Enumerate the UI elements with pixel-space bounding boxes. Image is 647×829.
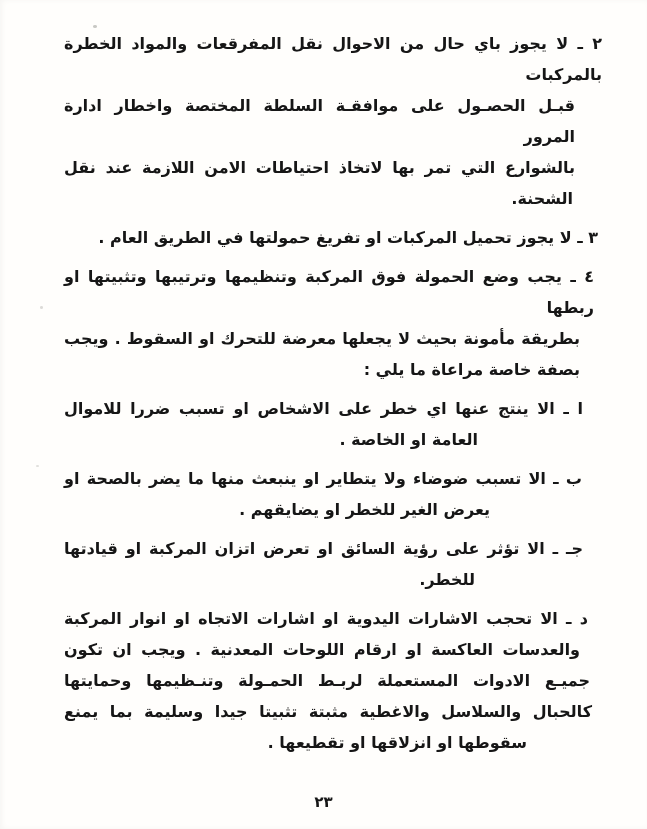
text-line: يعرض الغير للخطر او يضايقهم . xyxy=(239,500,490,519)
text-line: جميـع الادوات المستعملة لربـط الحمـولة وتنـظيمها وحمايتها xyxy=(64,671,590,690)
scan-artifact xyxy=(36,465,39,467)
document-body xyxy=(64,28,602,758)
sub-item-dal xyxy=(64,603,602,758)
text-line: ب ـ الا تسبب ضوضاء ولا يتطاير او ينبعث منها ما يضر بالصحة او xyxy=(64,469,582,488)
text-line: ٢ ـ لا يجوز باي حال من الاحوال نقل المفرقعات والمواد الخطرة بالمركبات xyxy=(64,34,602,84)
text-line: الشحنة. xyxy=(511,189,573,208)
scan-artifact xyxy=(40,306,43,309)
text-line: بصفة خاصة مراعاة ما يلي : xyxy=(363,360,580,379)
item-3 xyxy=(64,222,602,253)
text-line: العامة او الخاصة . xyxy=(339,430,478,449)
text-line: ٤ ـ يجب وضع الحمولة فوق المركبة وتنظيمها وترتيبها وتثبيتها او ربطها xyxy=(64,267,594,317)
text-line: كالحبال والسلاسل والاغطية مثبتة تثبيتا جيدا وسليمة بما يمنع xyxy=(64,702,592,721)
text-line: والعدسات العاكسة او ارقام اللوحات المعدنية . ويجب ان تكون xyxy=(64,640,580,659)
text-line: ٣ ـ لا يجوز تحميل المركبات او تفريغ حمولتها في الطريق العام . xyxy=(98,228,598,247)
sub-item-alef xyxy=(64,393,602,455)
text-line: جـ ـ الا تؤثر على رؤية السائق او تعرض اتزان المركبة او قيادتها xyxy=(64,539,583,558)
text-line: د ـ الا تحجب الاشارات اليدوية او اشارات الاتجاه او انوار المركبة xyxy=(64,609,588,628)
text-line: بالشوارع التي تمر بها لاتخاذ احتياطات الامن اللازمة عند نقل xyxy=(64,158,575,177)
text-line: بطريقة مأمونة بحيث لا يجعلها معرضة للتحرك او السقوط . ويجب xyxy=(64,329,580,348)
page-number: ٢٣ xyxy=(314,793,333,811)
item-2 xyxy=(64,28,602,214)
text-line: ا ـ الا ينتج عنها اي خطر على الاشخاص او تسبب ضررا للاموال xyxy=(64,399,583,418)
sub-item-jeem xyxy=(64,533,602,595)
text-line: للخطر. xyxy=(419,570,475,589)
text-line: سقوطها او انزلاقها او تقطيعها . xyxy=(267,733,527,752)
item-4 xyxy=(64,261,602,385)
sub-item-ba xyxy=(64,463,602,525)
text-line: قبـل الحصـول على موافقـة السلطة المختصة واخطار ادارة المرور xyxy=(64,96,575,146)
